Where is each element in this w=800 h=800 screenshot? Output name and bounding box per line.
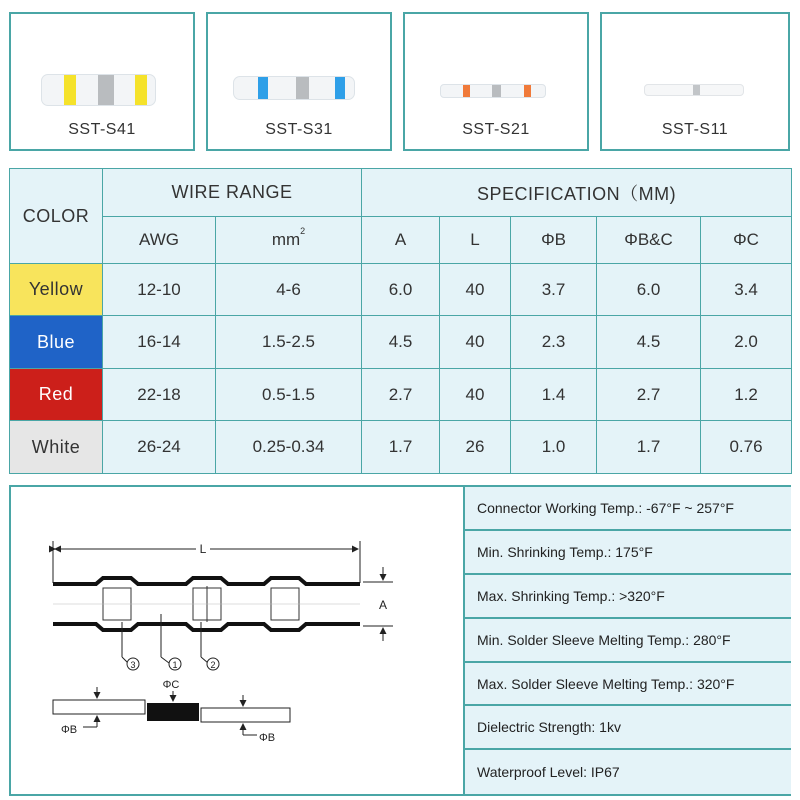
technical-info-panel <box>9 485 791 796</box>
product-name: SST-S11 <box>661 121 729 138</box>
header-specification: SPECIFICATION（MM) <box>362 169 792 217</box>
color-band <box>135 75 147 105</box>
product-card-sst-s41[interactable] <box>9 12 195 151</box>
phib-cell: 2.3 <box>511 316 597 369</box>
specification-table <box>9 168 792 474</box>
property-min-shrink-temp: Min. Shrinking Temp.: 175°F <box>465 531 791 575</box>
property-waterproof-level: Waterproof Level: IP67 <box>477 764 620 781</box>
property-dielectric-strength: Dielectric Strength: 1kv <box>465 706 791 750</box>
property-max-solder-melt: Max. Solder Sleeve Melting Temp.: 320°F <box>465 663 791 707</box>
mm2-cell: 0.5-1.5 <box>216 369 362 421</box>
dimension-diagram <box>11 487 463 794</box>
solder-band <box>98 75 114 105</box>
callout-3: 3 <box>130 660 136 670</box>
awg-cell: 12-10 <box>103 264 216 316</box>
table-row <box>10 316 792 369</box>
color-band <box>524 85 531 97</box>
label-phib-right: ΦB <box>259 732 276 744</box>
table-row <box>10 369 792 421</box>
callout-1: 1 <box>172 660 178 670</box>
awg-cell: 22-18 <box>103 369 216 421</box>
phib-cell: 1.4 <box>511 369 597 421</box>
phibc-cell: 2.7 <box>597 369 701 421</box>
awg-cell: 16-14 <box>103 316 216 369</box>
label-l: L <box>199 542 207 556</box>
product-image <box>405 14 587 114</box>
product-row <box>0 0 800 160</box>
product-name: SST-S41 <box>68 121 136 138</box>
color-band <box>335 77 345 99</box>
product-name: SST-S21 <box>462 121 530 138</box>
property-max-shrink-temp: Max. Shrinking Temp.: >320°F <box>465 575 791 619</box>
solder-band <box>693 85 700 95</box>
l-cell: 26 <box>440 421 511 474</box>
header-phibc: ΦB&C <box>597 217 701 264</box>
header-awg: AWG <box>103 217 216 264</box>
product-card-sst-s21[interactable] <box>403 12 589 151</box>
header-l: L <box>440 217 511 264</box>
phic-cell: 2.0 <box>701 316 792 369</box>
cross-section <box>53 679 290 744</box>
property-working-temp: Connector Working Temp.: -67°F ~ 257°F <box>465 487 791 531</box>
product-card-sst-s31[interactable] <box>206 12 392 151</box>
mm2-cell: 1.5-2.5 <box>216 316 362 369</box>
header-mm2: $mm^2$ <box>216 217 362 264</box>
color-band <box>258 77 268 99</box>
label-phib-left: ΦB <box>61 724 78 736</box>
color-cell-red: Red <box>10 369 103 421</box>
connector-body <box>53 578 360 630</box>
product-name: SST-S31 <box>265 121 333 138</box>
solder-band <box>492 85 501 97</box>
a-cell: 2.7 <box>362 369 440 421</box>
header-color: COLOR <box>10 169 103 264</box>
color-band <box>463 85 470 97</box>
l-cell: 40 <box>440 316 511 369</box>
product-image <box>208 14 390 114</box>
callout-2: 2 <box>210 660 216 670</box>
phibc-cell: 1.7 <box>597 421 701 474</box>
phic-cell: 3.4 <box>701 264 792 316</box>
product-card-sst-s11[interactable] <box>600 12 790 151</box>
awg-cell: 26-24 <box>103 421 216 474</box>
color-cell-blue: Blue <box>10 316 103 369</box>
a-dimension <box>363 567 393 641</box>
phibc-cell: 4.5 <box>597 316 701 369</box>
connector-diagram-svg <box>11 487 463 794</box>
label-a: A <box>378 598 388 612</box>
phic-cell: 0.76 <box>701 421 792 474</box>
a-cell: 6.0 <box>362 264 440 316</box>
product-image <box>602 14 788 114</box>
label-phic: ΦC <box>162 679 180 691</box>
a-cell: 4.5 <box>362 316 440 369</box>
phibc-cell: 6.0 <box>597 264 701 316</box>
phib-cell: 3.7 <box>511 264 597 316</box>
color-cell-white: White <box>10 421 103 474</box>
header-wire-range: WIRE RANGE <box>103 169 362 217</box>
header-phic: ΦC <box>701 217 792 264</box>
table-row <box>10 264 792 316</box>
phib-cell: 1.0 <box>511 421 597 474</box>
mm2-cell: 0.25-0.34 <box>216 421 362 474</box>
table-row <box>10 421 792 474</box>
phic-cell: 1.2 <box>701 369 792 421</box>
properties-list <box>463 487 791 794</box>
color-cell-yellow: Yellow <box>10 264 103 316</box>
l-cell: 40 <box>440 369 511 421</box>
property-min-solder-melt: Min. Solder Sleeve Melting Temp.: 280°F <box>465 619 791 663</box>
mm2-cell: 4-6 <box>216 264 362 316</box>
solder-band <box>296 77 309 99</box>
a-cell: 1.7 <box>362 421 440 474</box>
header-phib: ΦB <box>511 217 597 264</box>
header-a: A <box>362 217 440 264</box>
product-image <box>11 14 193 114</box>
color-band <box>64 75 76 105</box>
l-cell: 40 <box>440 264 511 316</box>
